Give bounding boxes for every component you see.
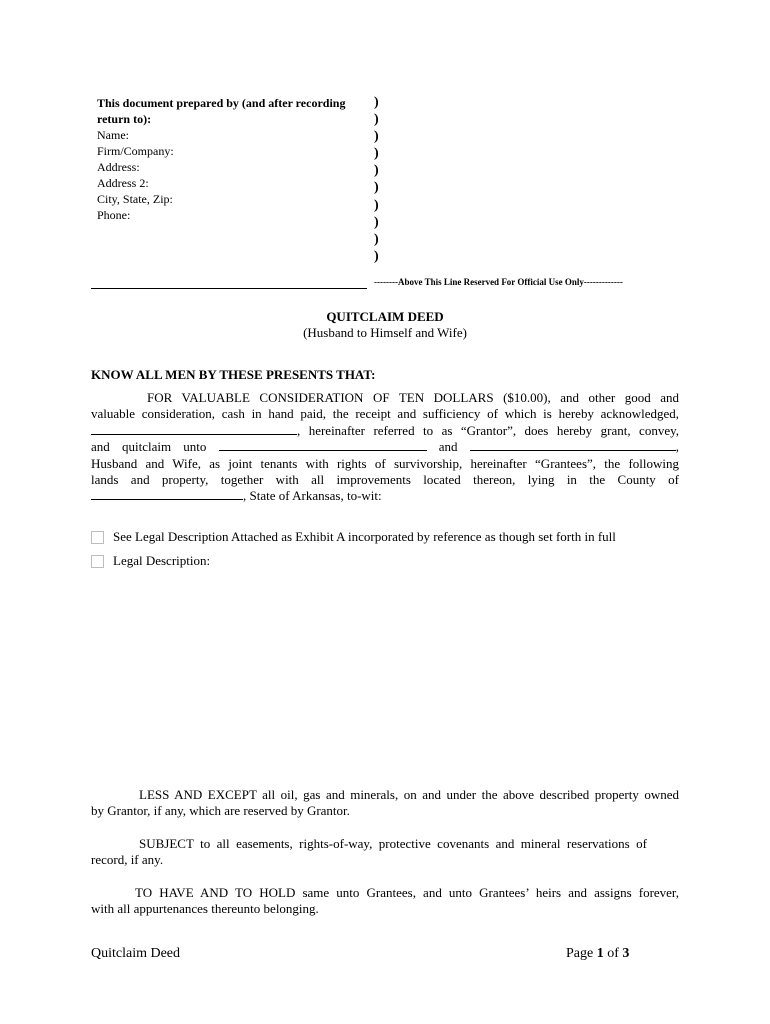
paren-column [374,94,379,265]
legal-description-option[interactable] [91,553,210,569]
consideration-line-3 [91,423,679,439]
habendum-line-2: with all appurtenances thereunto belonging. [91,901,319,917]
field-name-label: Name: [97,128,129,142]
less-line-1: LESS AND EXCEPT all oil, gas and minerals, on and under the above described property owned [139,787,679,802]
paren: ) [374,197,379,213]
paren: ) [374,248,379,264]
consideration-line-2: valuable consideration, cash in hand paid, the receipt and sufficiency of which is hereby acknowledged, [91,406,679,422]
habendum-paragraph [91,885,679,918]
subject-line-2: record, if any. [91,852,164,868]
legal-description-checkbox[interactable] [91,555,104,568]
subject-paragraph [91,836,647,869]
consideration-line-6: lands and property, together with all improvements located thereon, lying in the County of [91,472,679,488]
and-text: and [438,439,458,455]
field-city-state-zip-label: City, State, Zip: [97,192,173,206]
footer-page-number [566,946,629,962]
field-address2-label: Address 2: [97,176,149,190]
deed-subtitle: (Husband to Himself and Wife) [303,325,467,340]
legal-description-label: Legal Description: [113,553,211,568]
exhibit-checkbox[interactable] [91,531,104,544]
page-prefix: Page [566,946,597,961]
grantee-1-blank[interactable] [219,439,427,451]
less-and-except-paragraph [91,787,679,820]
less-line-2: by Grantor, if any, which are reserved by Grantor. [91,803,350,819]
paren: ) [374,231,379,247]
preparer-divider-line [91,288,367,289]
page-of: of [603,946,623,961]
field-address-label: Address: [97,160,140,174]
paren: ) [374,163,379,179]
county-blank[interactable] [91,488,243,500]
exhibit-option[interactable] [91,529,616,545]
preparer-block [97,95,367,223]
grantor-name-blank[interactable] [91,423,297,435]
consideration-line-7 [91,488,679,504]
paren: ) [374,95,379,110]
consideration-line-1: FOR VALUABLE CONSIDERATION OF TEN DOLLARS ($10.00), and other good and [147,390,679,405]
field-phone-label: Phone: [97,208,131,222]
preparer-heading-line2: return to): [97,112,152,126]
consideration-line-5: Husband and Wife, as joint tenants with rights of survivorship, hereinafter “Grantees”, the following [91,455,679,471]
paren: ) [374,129,379,145]
footer-document-name: Quitclaim Deed [91,946,181,961]
field-firm-label: Firm/Company: [97,144,174,158]
paren: ) [374,112,379,128]
know-all-men-heading: KNOW ALL MEN BY THESE PRESENTS THAT: [91,367,376,382]
comma-text: , [675,439,680,455]
paren: ) [374,146,379,162]
preparer-heading-line1: This document prepared by (and after recording [97,96,346,110]
page-total: 3 [622,946,630,961]
deed-title: QUITCLAIM DEED [326,309,444,324]
exhibit-option-label: See Legal Description Attached as Exhibit A incorporated by reference as though set forth in full [113,529,616,544]
paren: ) [374,214,379,230]
consideration-paragraph [91,390,679,505]
grantor-clause: , hereinafter referred to as “Grantor”, does hereby grant, convey, [297,422,679,438]
quitclaim-unto-text: and quitclaim unto [91,439,207,455]
grantee-2-blank[interactable] [470,439,676,451]
page-current: 1 [596,946,604,961]
state-clause: , State of Arkansas, to-wit: [243,488,382,504]
reserved-line: --------Above This Line Reserved For Official Use Only------------- [374,277,623,287]
habendum-line-1: TO HAVE AND TO HOLD same unto Grantees, and unto Grantees’ heirs and assigns forever, [135,885,679,900]
consideration-line-4 [91,439,679,455]
paren: ) [374,180,379,196]
subject-line-1: SUBJECT to all easements, rights-of-way, protective covenants and mineral reservations of [139,836,647,851]
